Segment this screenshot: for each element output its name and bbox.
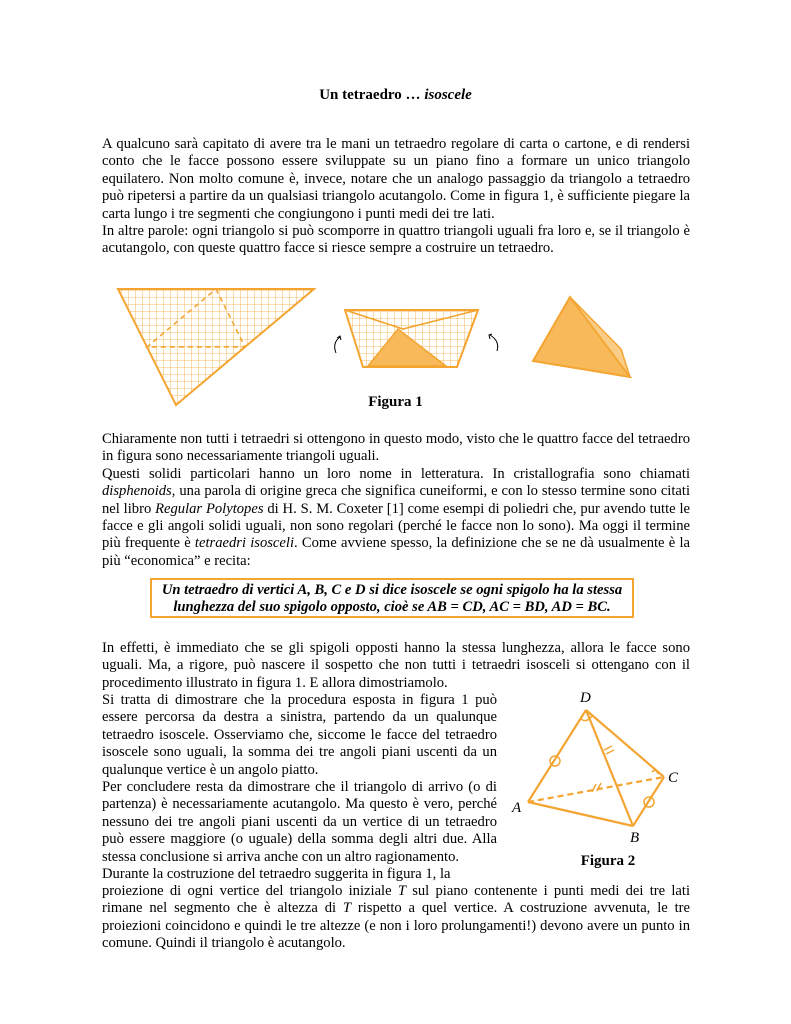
- definition-box: [150, 578, 634, 618]
- body-paragraph-4: Questi solidi particolari hanno un loro nome in letteratura. In cristallografia sono chiamati disphenoids, una parola di origine greca che significa cuneiformi, e con lo stesso termine sono citati nel libro Regular Polytopes di H. S. M. Coxeter [1] come esempi di poliedri che, pur avendo tutte le facce e gli angoli solidi uguali, non sono regolari (perché le facce non lo sono). Ma oggi il termine più frequente è tetraedri isosceli. Come avviene spesso, la definizione che se ne dà usualmente è la più “economica” e recita:: [102, 465, 691, 569]
- vertex-label-c: C: [668, 770, 679, 786]
- page-title: Un tetraedro … isoscele: [319, 87, 472, 103]
- figure-2-caption: Figura 2: [580, 853, 636, 869]
- proof-paragraph-6: Si tratta di dimostrare che la procedura esposta in figura 1 può essere percorsa da destra a sinistra, partendo da un qualunque tetraedro isoscele. Osserviamo che, siccome le facce del tetraedro isoscele sono uguali, la somma dei tre angoli piani uscenti da un qualunque vertice è un angolo piatto.: [102, 692, 497, 778]
- definition-line-1: Un tetraedro di vertici A, B, C e D si dice isoscele se ogni spigolo ha la stessa: [161, 582, 623, 598]
- proof-paragraph-8-end: proiezione di ogni vertice del triangolo iniziale T sul piano contenente i punti medi dei tre lati rimane nel segmento che è altezza di T rispetto a quel vertice. A costruzione avvenuta, le tre proiezioni coincidono e quindi le tre altezze (e non i loro prolungamenti!) devono avere un punto in comune. Quindi il triangolo è acutangolo.: [102, 883, 690, 952]
- vertex-label-a: A: [512, 800, 522, 816]
- intro-text: [102, 136, 690, 258]
- proof-paragraph-7: Per concludere resta da dimostrare che il triangolo di arrivo (o di partenza) è necessariamente acutangolo. Ma questo è vero, perché nessuno dei tre angoli piani uscenti da un vertice di un tetraedro può essere maggiore (o uguale) della somma degli altri due. Alla stessa conclusione si arriva anche con un altro ragionamento.: [102, 779, 497, 865]
- vertex-label-b: B: [630, 830, 640, 846]
- body-paragraph-3: Chiaramente non tutti i tetraedri si ottengono in questo modo, visto che le quattro facce del tetraedro in figura sono necessariamente triangoli uguali.: [102, 431, 690, 465]
- figure-1-caption: Figura 1: [368, 394, 423, 410]
- proof-paragraph-5: In effetti, è immediato che se gli spigoli opposti hanno la stessa lunghezza, allora le facce sono uguali. Ma, a rigore, può nascere il sospetto che non tutti i tetraedri isosceli si ottengano con il procedimento illustrato in figura 1. E allora dimostriamolo.: [102, 640, 690, 691]
- intro-paragraph-1: A qualcuno sarà capitato di avere tra le mani un tetraedro regolare di carta o cartone, e di rendersi conto che le facce possono essere sviluppate su un piano fino a formare un unico triangolo equilatero. Non molto comune è, invece, notare che un analogo passaggio da triangolo a tetraedro può ripetersi a partire da un qualsiasi triangolo acutangolo. Come in figura 1, è sufficiente piegare la carta lungo i tre segmenti che congiungono i punti medi dei tre lati.: [102, 136, 690, 222]
- figure-2-tetrahedron: [508, 688, 688, 848]
- definition-line-2: lunghezza del suo spigolo opposto, cioè se AB = CD, AC = BD, AD = BC.: [173, 599, 611, 615]
- proof-left-column: [102, 692, 497, 883]
- proof-paragraph-8-start: Durante la costruzione del tetraedro suggerita in figura 1, la: [102, 866, 451, 883]
- vertex-label-d: D: [580, 690, 591, 706]
- folded-tetrahedron: [533, 297, 630, 377]
- body-text: [102, 431, 690, 570]
- intro-paragraph-2: In altre parole: ogni triangolo si può scomporre in quattro triangoli uguali fra loro e, se il triangolo è acutangolo, con queste quattro facce si riesce sempre a costruire un tetraedro.: [102, 223, 690, 257]
- folding-triangle: [335, 303, 498, 373]
- proof-conclusion: [102, 883, 690, 953]
- proof-intro: [102, 640, 690, 692]
